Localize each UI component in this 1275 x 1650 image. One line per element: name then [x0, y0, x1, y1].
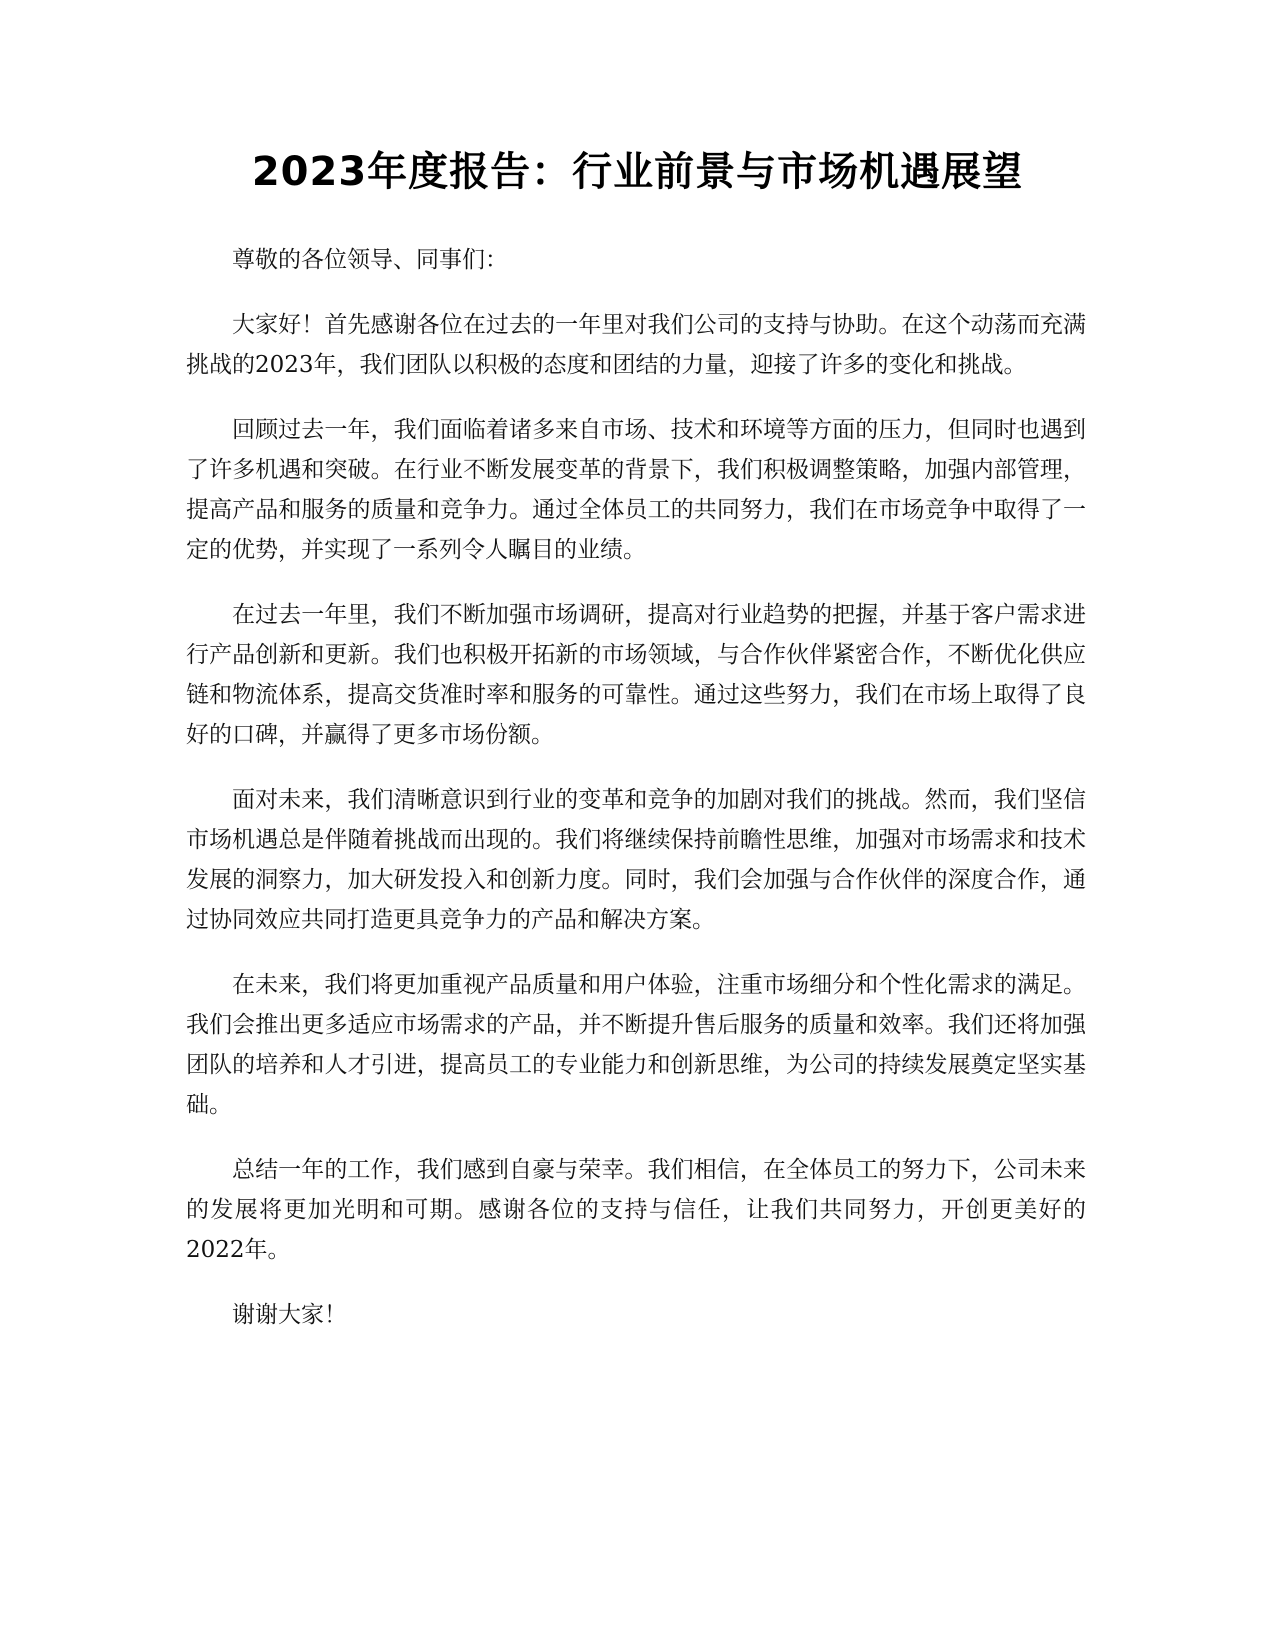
document-title: 2023年度报告：行业前景与市场机遇展望 [251, 149, 1024, 195]
salutation: 尊敬的各位领导、同事们： [232, 247, 508, 273]
paragraph-2: 回顾过去一年，我们面临着诸多来自市场、技术和环境等方面的压力，但同时也遇到了许多机遇和突破。在行业不断发展变革的背景下，我们积极调整策略，加强内部管理，提高产品和服务的质量和竞争力。通过全体员工的共同努力，我们在市场竞争中取得了一定的优势，并实现了一系列令人瞩目的业绩。 [186, 417, 1086, 563]
document-body [186, 240, 1086, 1360]
paragraph-6: 总结一年的工作，我们感到自豪与荣幸。我们相信，在全体员工的努力下，公司未来的发展将更加光明和可期。感谢各位的支持与信任，让我们共同努力，开创更美好的2022年。 [186, 1157, 1086, 1263]
paragraph-5: 在未来，我们将更加重视产品质量和用户体验，注重市场细分和个性化需求的满足。我们会推出更多适应市场需求的产品，并不断提升售后服务的质量和效率。我们还将加强团队的培养和人才引进，提高员工的专业能力和创新思维，为公司的持续发展奠定坚实基础。 [186, 972, 1086, 1118]
paragraph-1: 大家好！首先感谢各位在过去的一年里对我们公司的支持与协助。在这个动荡而充满挑战的2023年，我们团队以积极的态度和团结的力量，迎接了许多的变化和挑战。 [186, 312, 1086, 378]
paragraph-3: 在过去一年里，我们不断加强市场调研，提高对行业趋势的把握，并基于客户需求进行产品创新和更新。我们也积极开拓新的市场领域，与合作伙伴紧密合作，不断优化供应链和物流体系，提高交货准时率和服务的可靠性。通过这些努力，我们在市场上取得了良好的口碑，并赢得了更多市场份额。 [186, 602, 1086, 748]
closing: 谢谢大家！ [232, 1302, 347, 1328]
paragraph-4: 面对未来，我们清晰意识到行业的变革和竞争的加剧对我们的挑战。然而，我们坚信市场机遇总是伴随着挑战而出现的。我们将继续保持前瞻性思维，加强对市场需求和技术发展的洞察力，加大研发投入和创新力度。同时，我们会加强与合作伙伴的深度合作，通过协同效应共同打造更具竞争力的产品和解决方案。 [186, 787, 1086, 933]
